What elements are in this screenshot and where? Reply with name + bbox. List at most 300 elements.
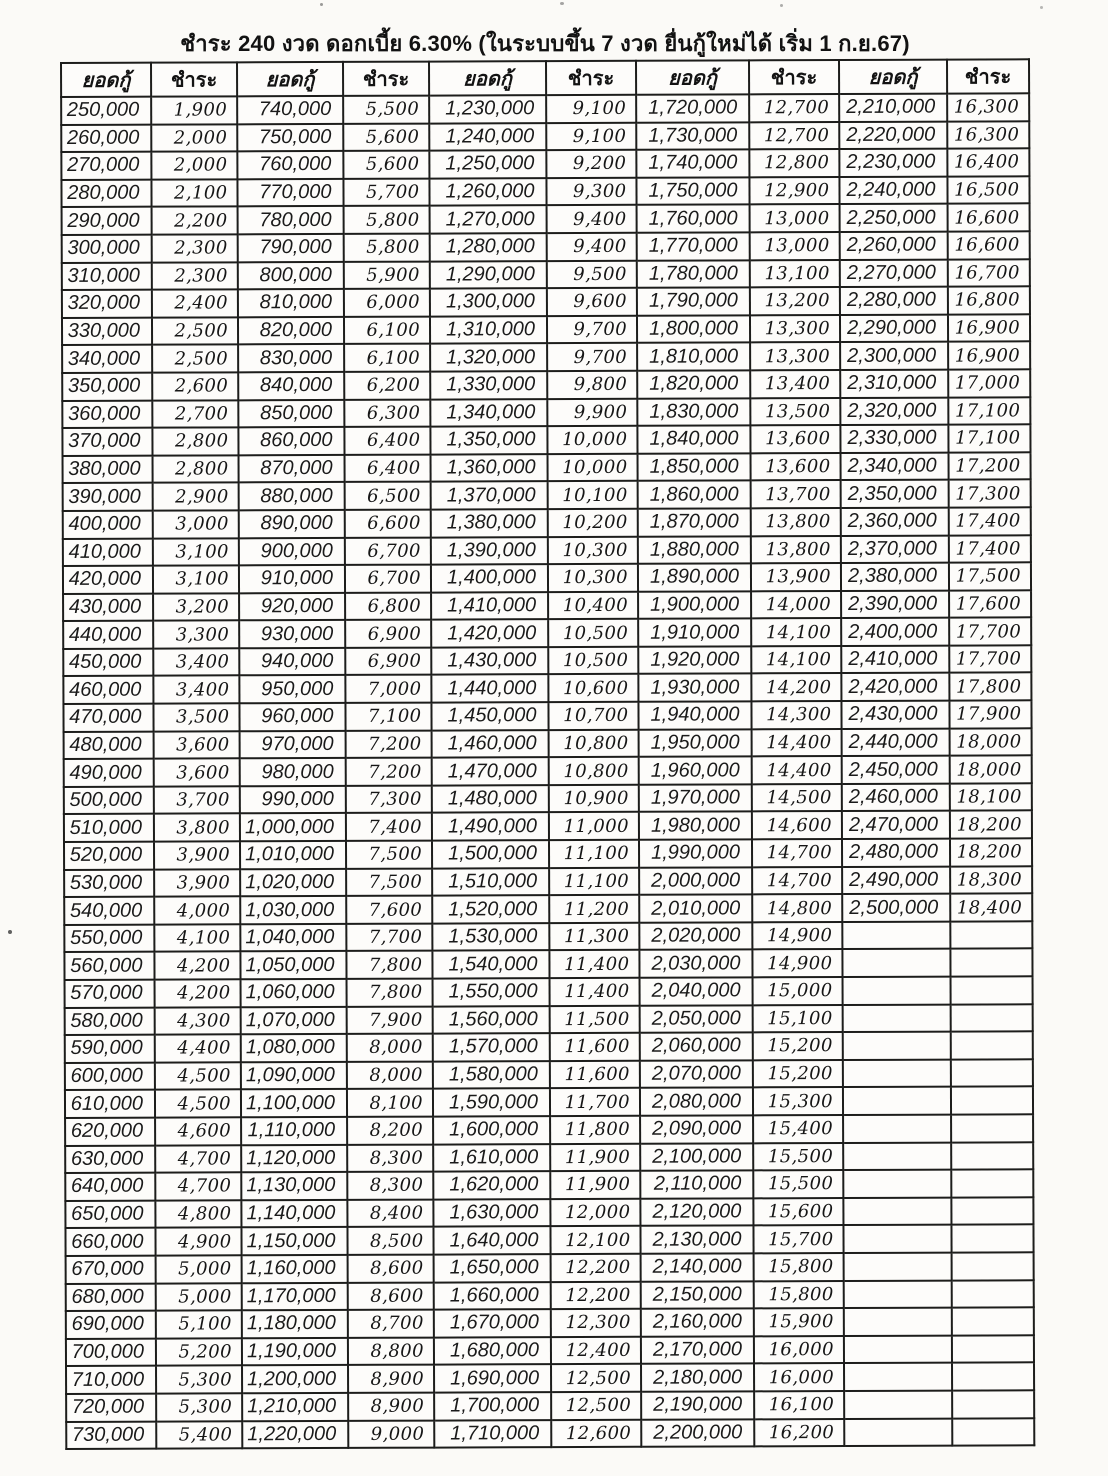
cell-payment xyxy=(951,1059,1033,1087)
cell-loan: 1,000,000 xyxy=(240,813,346,841)
cell-payment xyxy=(951,1031,1033,1059)
cell-payment: 10,900 xyxy=(549,785,639,813)
cell-loan: 1,610,000 xyxy=(433,1144,550,1172)
table-row xyxy=(64,811,1032,842)
cell-payment xyxy=(951,1225,1033,1253)
cell-loan: 1,650,000 xyxy=(434,1254,551,1282)
cell-loan: 660,000 xyxy=(65,1228,155,1256)
cell-loan: 1,060,000 xyxy=(241,979,347,1007)
cell-payment: 3,800 xyxy=(154,814,240,842)
cell-loan: 1,320,000 xyxy=(430,343,547,371)
cell-loan: 2,420,000 xyxy=(841,673,949,701)
cell-loan: 1,070,000 xyxy=(241,1007,347,1035)
cell-loan: 560,000 xyxy=(64,952,154,980)
cell-loan: 1,840,000 xyxy=(637,425,750,453)
cell-loan xyxy=(843,1225,951,1253)
cell-payment: 2,700 xyxy=(152,400,238,428)
cell-payment: 11,100 xyxy=(549,867,639,895)
cell-loan: 630,000 xyxy=(65,1145,155,1173)
cell-payment: 2,500 xyxy=(152,345,238,373)
cell-payment: 13,000 xyxy=(750,232,840,260)
cell-payment: 6,500 xyxy=(345,482,431,510)
table-row xyxy=(65,1114,1033,1145)
cell-payment xyxy=(951,1142,1033,1170)
cell-loan: 800,000 xyxy=(238,261,344,289)
page-title: ชำระ 240 งวด ดอกเบี้ย 6.30% (ในระบบขึ้น 7 งวด ยื่นกู้ใหม่ได้ เริ่ม 1 ก.ย.67) xyxy=(180,31,910,56)
table-row xyxy=(61,176,1029,207)
cell-loan: 2,250,000 xyxy=(840,204,948,232)
cell-loan: 1,750,000 xyxy=(636,177,749,205)
cell-loan: 620,000 xyxy=(65,1118,155,1146)
cell-payment xyxy=(952,1335,1034,1363)
cell-payment: 17,200 xyxy=(949,452,1031,480)
cell-payment: 13,700 xyxy=(751,480,841,508)
cell-payment: 17,100 xyxy=(948,424,1030,452)
cell-loan: 2,280,000 xyxy=(840,287,948,315)
cell-loan: 470,000 xyxy=(63,704,153,732)
cell-payment: 14,700 xyxy=(752,867,842,895)
cell-payment: 2,800 xyxy=(152,427,238,455)
cell-payment: 10,200 xyxy=(548,509,638,537)
table-row xyxy=(65,1197,1033,1228)
table-row xyxy=(62,314,1030,345)
cell-loan: 2,050,000 xyxy=(640,1005,753,1033)
cell-loan: 1,180,000 xyxy=(242,1310,348,1338)
cell-loan xyxy=(844,1418,952,1446)
cell-payment: 9,900 xyxy=(547,398,637,426)
cell-loan: 1,270,000 xyxy=(430,206,547,234)
table-row xyxy=(65,1142,1033,1173)
cell-loan: 1,910,000 xyxy=(638,619,751,647)
cell-payment xyxy=(952,1390,1034,1418)
cell-payment: 17,400 xyxy=(949,535,1031,563)
cell-loan: 1,780,000 xyxy=(637,260,750,288)
cell-payment xyxy=(951,1087,1033,1115)
cell-loan: 2,100,000 xyxy=(640,1143,753,1171)
cell-loan: 260,000 xyxy=(61,124,151,152)
cell-payment: 5,100 xyxy=(156,1310,242,1338)
cell-payment: 7,300 xyxy=(346,785,432,813)
cell-payment: 11,400 xyxy=(550,978,640,1006)
cell-loan: 2,390,000 xyxy=(841,590,949,618)
cell-payment: 18,200 xyxy=(950,838,1032,866)
cell-payment xyxy=(952,1363,1034,1391)
cell-loan: 2,230,000 xyxy=(839,149,947,177)
cell-payment: 13,000 xyxy=(750,204,840,232)
header-loan-4: ยอดกู้ xyxy=(636,60,749,94)
table-row xyxy=(64,921,1032,952)
cell-loan: 840,000 xyxy=(238,372,344,400)
cell-loan: 1,110,000 xyxy=(241,1117,347,1145)
cell-payment: 4,700 xyxy=(155,1172,241,1200)
table-row xyxy=(62,231,1030,262)
cell-payment: 14,900 xyxy=(752,922,842,950)
cell-loan: 350,000 xyxy=(62,373,152,401)
cell-payment: 5,300 xyxy=(156,1393,242,1421)
cell-payment: 8,500 xyxy=(347,1227,433,1255)
cell-payment: 3,100 xyxy=(153,565,239,593)
cell-payment: 3,100 xyxy=(153,538,239,566)
cell-payment: 12,500 xyxy=(551,1392,641,1420)
cell-loan: 1,100,000 xyxy=(241,1089,347,1117)
cell-loan: 1,380,000 xyxy=(431,509,548,537)
cell-payment: 9,400 xyxy=(547,233,637,261)
cell-loan: 2,210,000 xyxy=(839,94,947,122)
cell-payment: 11,800 xyxy=(550,1116,640,1144)
cell-loan: 640,000 xyxy=(65,1173,155,1201)
cell-payment xyxy=(950,921,1032,949)
cell-loan: 1,710,000 xyxy=(434,1420,551,1448)
cell-loan: 1,790,000 xyxy=(637,288,750,316)
cell-loan: 290,000 xyxy=(62,207,152,235)
cell-loan: 1,770,000 xyxy=(637,232,750,260)
cell-loan: 2,200,000 xyxy=(641,1419,754,1447)
cell-payment: 11,100 xyxy=(549,840,639,868)
cell-payment xyxy=(951,1114,1033,1142)
table-row xyxy=(66,1390,1034,1421)
cell-loan: 1,020,000 xyxy=(240,869,346,897)
cell-loan: 360,000 xyxy=(62,400,152,428)
cell-loan xyxy=(843,1142,951,1170)
cell-payment: 16,700 xyxy=(948,259,1030,287)
table-row xyxy=(63,452,1031,483)
cell-payment: 2,300 xyxy=(152,262,238,290)
cell-payment: 17,700 xyxy=(949,618,1031,646)
cell-payment: 5,600 xyxy=(343,151,429,179)
cell-payment: 12,400 xyxy=(551,1336,641,1364)
cell-loan: 2,030,000 xyxy=(639,950,752,978)
cell-loan: 2,240,000 xyxy=(839,176,947,204)
cell-payment: 4,700 xyxy=(155,1145,241,1173)
cell-loan: 770,000 xyxy=(237,179,343,207)
cell-loan: 370,000 xyxy=(62,428,152,456)
cell-payment: 6,400 xyxy=(344,427,430,455)
table-body xyxy=(61,93,1034,1449)
cell-payment: 9,100 xyxy=(546,95,636,123)
cell-payment: 18,200 xyxy=(950,811,1032,839)
cell-payment: 4,800 xyxy=(155,1200,241,1228)
table-row xyxy=(63,618,1031,649)
cell-loan: 700,000 xyxy=(66,1338,156,1366)
cell-payment: 6,700 xyxy=(345,537,431,565)
cell-loan: 680,000 xyxy=(66,1283,156,1311)
cell-payment: 13,400 xyxy=(750,370,840,398)
cell-loan: 830,000 xyxy=(238,344,344,372)
cell-loan: 2,350,000 xyxy=(841,480,949,508)
cell-loan: 480,000 xyxy=(64,731,154,759)
cell-payment: 12,100 xyxy=(550,1226,640,1254)
cell-loan: 570,000 xyxy=(65,980,155,1008)
cell-loan: 2,010,000 xyxy=(639,895,752,923)
cell-payment: 13,100 xyxy=(750,260,840,288)
cell-loan: 2,490,000 xyxy=(842,866,950,894)
cell-loan xyxy=(844,1390,952,1418)
cell-loan: 600,000 xyxy=(65,1062,155,1090)
cell-loan: 1,660,000 xyxy=(434,1282,551,1310)
table-row xyxy=(66,1335,1034,1366)
cell-payment: 8,900 xyxy=(348,1365,434,1393)
cell-payment: 7,900 xyxy=(347,1006,433,1034)
cell-loan: 2,410,000 xyxy=(841,645,949,673)
table-row xyxy=(63,700,1031,731)
table-row xyxy=(64,728,1032,759)
cell-loan: 1,550,000 xyxy=(433,978,550,1006)
cell-payment: 2,900 xyxy=(153,483,239,511)
cell-payment: 15,400 xyxy=(753,1115,843,1143)
cell-payment: 5,800 xyxy=(344,234,430,262)
cell-payment: 14,800 xyxy=(752,894,842,922)
cell-loan: 1,870,000 xyxy=(638,508,751,536)
cell-loan: 1,130,000 xyxy=(241,1172,347,1200)
cell-payment: 16,000 xyxy=(754,1363,844,1391)
header-pay-3: ชำระ xyxy=(546,61,636,95)
cell-loan: 760,000 xyxy=(237,151,343,179)
cell-payment: 10,700 xyxy=(548,702,638,730)
cell-payment: 16,200 xyxy=(754,1418,844,1446)
cell-loan: 340,000 xyxy=(62,345,152,373)
cell-payment: 8,800 xyxy=(348,1337,434,1365)
cell-payment: 15,200 xyxy=(753,1060,843,1088)
cell-payment xyxy=(951,976,1033,1004)
cell-payment: 12,700 xyxy=(749,122,839,150)
cell-payment: 11,300 xyxy=(549,923,639,951)
cell-payment: 3,600 xyxy=(154,731,240,759)
cell-payment: 11,700 xyxy=(550,1088,640,1116)
cell-loan: 1,140,000 xyxy=(241,1200,347,1228)
cell-payment: 11,900 xyxy=(550,1143,640,1171)
cell-payment: 12,600 xyxy=(551,1419,641,1447)
cell-loan: 520,000 xyxy=(64,842,154,870)
cell-payment: 8,700 xyxy=(348,1310,434,1338)
cell-loan: 1,900,000 xyxy=(638,591,751,619)
cell-payment: 15,000 xyxy=(753,977,843,1005)
cell-loan: 1,760,000 xyxy=(637,205,750,233)
cell-payment: 5,700 xyxy=(343,178,429,206)
cell-payment: 17,900 xyxy=(949,700,1031,728)
cell-loan: 400,000 xyxy=(63,511,153,539)
cell-payment: 10,300 xyxy=(548,564,638,592)
cell-loan: 740,000 xyxy=(237,96,343,124)
cell-payment: 14,100 xyxy=(751,618,841,646)
cell-payment: 10,800 xyxy=(549,729,639,757)
cell-payment: 2,000 xyxy=(151,152,237,180)
cell-loan: 880,000 xyxy=(239,482,345,510)
cell-payment: 17,700 xyxy=(949,645,1031,673)
cell-loan: 1,620,000 xyxy=(433,1171,550,1199)
cell-loan: 1,050,000 xyxy=(240,951,346,979)
cell-payment: 11,200 xyxy=(549,895,639,923)
cell-payment: 7,600 xyxy=(346,896,432,924)
table-row xyxy=(62,424,1030,455)
cell-loan: 1,930,000 xyxy=(638,674,751,702)
cell-payment: 8,600 xyxy=(348,1282,434,1310)
cell-payment: 18,000 xyxy=(950,756,1032,784)
cell-loan: 450,000 xyxy=(63,649,153,677)
cell-payment: 13,900 xyxy=(751,563,841,591)
cell-loan: 1,500,000 xyxy=(432,840,549,868)
cell-loan: 610,000 xyxy=(65,1090,155,1118)
table-row xyxy=(61,148,1029,179)
cell-payment xyxy=(951,1197,1033,1225)
cell-payment: 3,400 xyxy=(153,648,239,676)
table-row xyxy=(65,1059,1033,1090)
cell-loan: 410,000 xyxy=(63,538,153,566)
cell-loan: 690,000 xyxy=(66,1311,156,1339)
cell-payment: 14,000 xyxy=(751,591,841,619)
cell-loan: 750,000 xyxy=(237,124,343,152)
cell-payment: 13,800 xyxy=(751,508,841,536)
cell-payment: 1,900 xyxy=(151,96,237,124)
cell-loan: 1,540,000 xyxy=(432,951,549,979)
cell-payment: 16,400 xyxy=(947,148,1029,176)
cell-loan: 1,370,000 xyxy=(431,481,548,509)
cell-loan: 970,000 xyxy=(240,731,346,759)
cell-loan: 250,000 xyxy=(61,97,151,125)
cell-payment: 15,500 xyxy=(753,1143,843,1171)
cell-loan: 1,570,000 xyxy=(433,1033,550,1061)
cell-payment: 12,200 xyxy=(551,1281,641,1309)
cell-payment: 11,600 xyxy=(550,1061,640,1089)
cell-loan: 1,220,000 xyxy=(242,1420,348,1448)
cell-payment: 6,400 xyxy=(345,454,431,482)
cell-payment xyxy=(951,1004,1033,1032)
cell-loan: 1,860,000 xyxy=(638,481,751,509)
cell-loan: 1,040,000 xyxy=(240,924,346,952)
cell-payment: 14,400 xyxy=(752,729,842,757)
cell-loan xyxy=(843,1032,951,1060)
cell-payment: 18,100 xyxy=(950,783,1032,811)
cell-loan: 2,330,000 xyxy=(840,425,948,453)
cell-payment: 18,300 xyxy=(950,866,1032,894)
cell-payment: 7,000 xyxy=(345,675,431,703)
cell-payment: 7,700 xyxy=(346,923,432,951)
cell-loan: 1,080,000 xyxy=(241,1034,347,1062)
cell-loan: 2,000,000 xyxy=(639,867,752,895)
cell-loan: 990,000 xyxy=(240,786,346,814)
cell-payment: 8,900 xyxy=(348,1392,434,1420)
cell-loan: 930,000 xyxy=(239,620,345,648)
cell-payment: 3,200 xyxy=(153,593,239,621)
cell-loan: 500,000 xyxy=(64,786,154,814)
header-pay-5: ชำระ xyxy=(947,59,1029,93)
cell-payment: 10,500 xyxy=(548,647,638,675)
cell-loan: 820,000 xyxy=(238,317,344,345)
cell-loan: 1,810,000 xyxy=(637,343,750,371)
cell-loan: 1,520,000 xyxy=(432,895,549,923)
cell-loan: 950,000 xyxy=(239,675,345,703)
cell-payment: 2,200 xyxy=(152,207,238,235)
header-loan-2: ยอดกู้ xyxy=(237,62,343,96)
cell-loan: 790,000 xyxy=(238,234,344,262)
cell-loan: 2,120,000 xyxy=(640,1198,753,1226)
cell-loan: 1,400,000 xyxy=(431,564,548,592)
cell-loan: 900,000 xyxy=(239,537,345,565)
cell-payment: 18,400 xyxy=(950,893,1032,921)
cell-loan: 1,720,000 xyxy=(636,94,749,122)
cell-loan: 1,980,000 xyxy=(639,812,752,840)
cell-payment: 5,300 xyxy=(156,1366,242,1394)
cell-loan: 320,000 xyxy=(62,290,152,318)
table-row xyxy=(62,204,1030,235)
table-row xyxy=(65,1225,1033,1256)
cell-payment: 10,300 xyxy=(548,536,638,564)
cell-loan xyxy=(843,977,951,1005)
table-row xyxy=(63,673,1031,704)
cell-payment: 6,700 xyxy=(345,565,431,593)
table-row xyxy=(62,286,1030,317)
cell-payment: 12,800 xyxy=(749,149,839,177)
cell-payment: 3,300 xyxy=(153,621,239,649)
cell-payment: 17,400 xyxy=(949,507,1031,535)
cell-payment: 5,400 xyxy=(156,1421,242,1449)
cell-payment: 10,600 xyxy=(548,674,638,702)
cell-loan: 940,000 xyxy=(239,648,345,676)
cell-loan: 730,000 xyxy=(66,1421,156,1449)
cell-loan: 870,000 xyxy=(239,455,345,483)
cell-payment: 16,600 xyxy=(948,231,1030,259)
cell-loan: 1,440,000 xyxy=(431,675,548,703)
cell-payment: 6,800 xyxy=(345,592,431,620)
cell-loan: 2,160,000 xyxy=(641,1308,754,1336)
cell-loan: 550,000 xyxy=(64,924,154,952)
cell-payment: 11,500 xyxy=(550,1005,640,1033)
cell-loan: 2,170,000 xyxy=(641,1336,754,1364)
cell-payment: 11,400 xyxy=(549,950,639,978)
cell-payment: 7,400 xyxy=(346,813,432,841)
cell-payment: 4,000 xyxy=(154,897,240,925)
cell-payment: 10,500 xyxy=(548,619,638,647)
table-row xyxy=(64,838,1032,869)
cell-loan: 2,310,000 xyxy=(840,370,948,398)
cell-loan: 2,270,000 xyxy=(840,259,948,287)
cell-loan: 1,920,000 xyxy=(638,646,751,674)
cell-payment: 6,200 xyxy=(344,372,430,400)
table-row xyxy=(62,369,1030,400)
cell-loan: 670,000 xyxy=(66,1256,156,1284)
cell-payment: 6,900 xyxy=(345,620,431,648)
cell-payment xyxy=(952,1418,1034,1446)
cell-payment: 4,600 xyxy=(155,1117,241,1145)
table-row xyxy=(63,645,1031,676)
cell-loan: 2,440,000 xyxy=(842,728,950,756)
cell-payment: 15,600 xyxy=(753,1198,843,1226)
table-row xyxy=(65,1031,1033,1062)
cell-loan: 2,260,000 xyxy=(840,232,948,260)
cell-loan: 2,320,000 xyxy=(840,397,948,425)
cell-loan: 1,340,000 xyxy=(430,399,547,427)
table-row xyxy=(63,480,1031,511)
scan-artifact xyxy=(8,930,12,934)
cell-payment: 7,800 xyxy=(346,951,432,979)
cell-payment: 6,100 xyxy=(344,316,430,344)
cell-loan: 860,000 xyxy=(238,427,344,455)
scan-artifact xyxy=(1040,6,1043,9)
cell-payment: 14,500 xyxy=(752,784,842,812)
cell-payment: 8,300 xyxy=(347,1172,433,1200)
cell-payment: 12,000 xyxy=(550,1199,640,1227)
cell-loan: 1,030,000 xyxy=(240,896,346,924)
cell-payment: 3,900 xyxy=(154,841,240,869)
table-row xyxy=(63,590,1031,621)
cell-payment: 9,400 xyxy=(547,205,637,233)
cell-loan: 2,040,000 xyxy=(640,977,753,1005)
cell-loan: 2,340,000 xyxy=(841,452,949,480)
cell-payment: 10,400 xyxy=(548,591,638,619)
cell-payment: 7,200 xyxy=(346,730,432,758)
cell-payment: 2,400 xyxy=(152,289,238,317)
cell-loan: 2,400,000 xyxy=(841,618,949,646)
cell-payment: 17,500 xyxy=(949,562,1031,590)
